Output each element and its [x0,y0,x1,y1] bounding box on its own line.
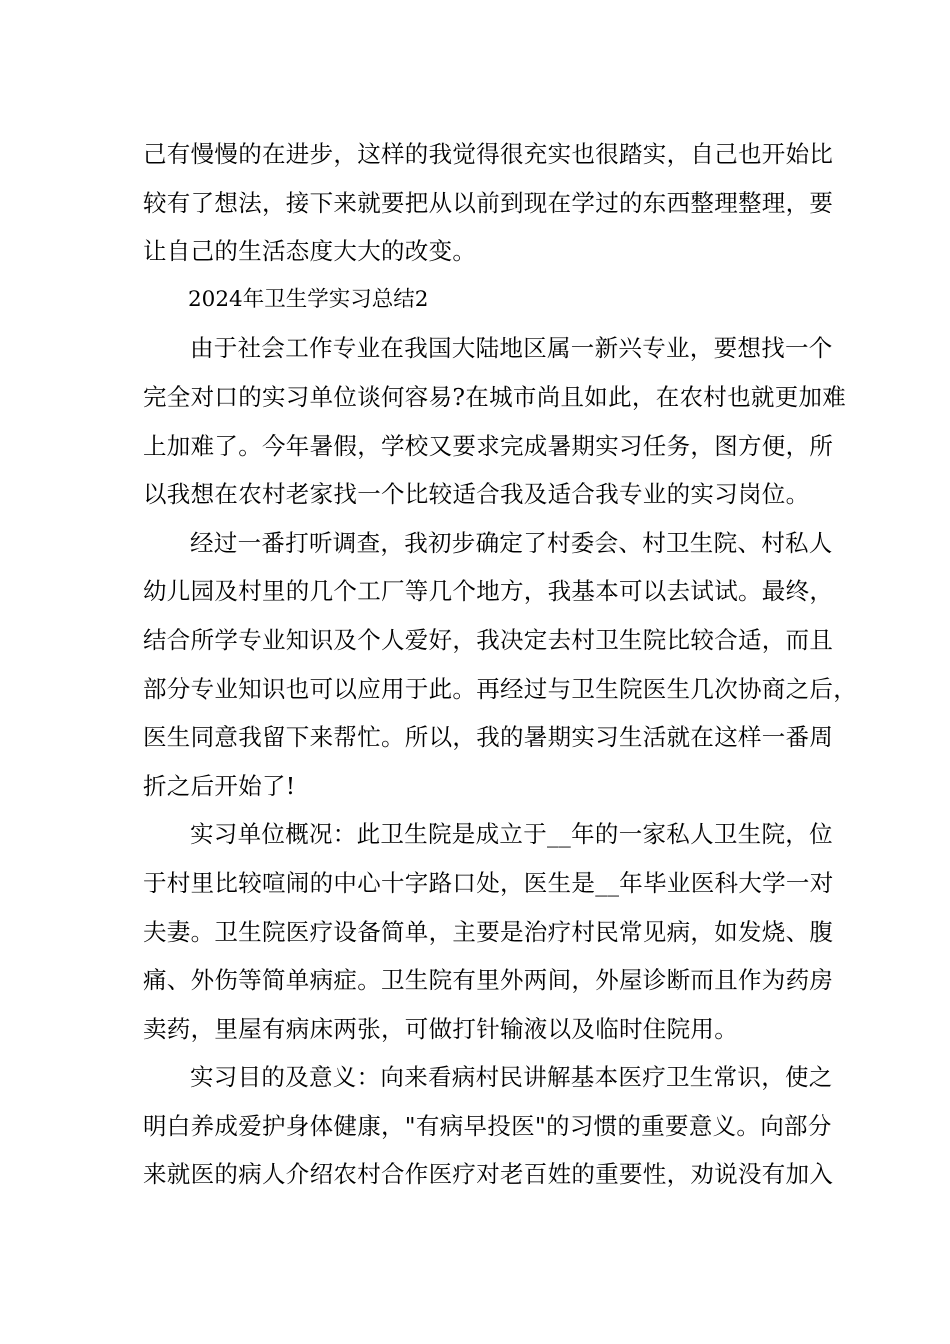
text-line: 痛、外伤等简单病症。卫生院有里外两间，外屋诊断而且作为药房 [143,966,834,995]
paragraph-first-line: 由于社会工作专业在我国大陆地区属一新兴专业，要想找一个 [190,334,833,363]
text-line: 幼儿园及村里的几个工厂等几个地方，我基本可以去试试。最终， [143,577,834,606]
text-line: 完全对口的实习单位谈何容易?在城市尚且如此，在农村也就更加难 [143,382,847,411]
paragraph-first-line: 实习单位概况：此卫生院是成立于__年的一家私人卫生院，位 [190,820,833,849]
text-line: 较有了想法，接下来就要把从以前到现在学过的东西整理整理，要 [143,188,834,217]
document-body [143,130,857,1199]
text-line: 夫妻。卫生院医疗设备简单，主要是治疗村民常见病，如发烧、腹 [143,917,834,946]
text-line: 医生同意我留下来帮忙。所以，我的暑期实习生活就在这样一番周 [143,723,834,752]
text-line: 来就医的病人介绍农村合作医疗对老百姓的重要性，劝说没有加入 [143,1160,834,1189]
text-line: 于村里比较喧闹的中心十字路口处，医生是__年毕业医科大学一对 [143,868,834,897]
text-line: 明白养成爱护身体健康，"有病早投医"的习惯的重要意义。向部分 [143,1111,832,1140]
text-line: 部分专业知识也可以应用于此。再经过与卫生院医生几次协商之后， [143,674,857,703]
paragraph-first-line: 经过一番打听调查，我初步确定了村委会、村卫生院、村私人 [190,528,833,557]
text-line: 己有慢慢的在进步，这样的我觉得很充实也很踏实，自己也开始比 [143,140,834,168]
paragraph-first-line: 实习目的及意义：向来看病村民讲解基本医疗卫生常识，使之 [190,1063,833,1092]
text-line: 结合所学专业知识及个人爱好，我决定去村卫生院比较合适，而且 [143,625,834,654]
section-heading: 2024年卫生学实习总结2 [188,286,429,312]
text-line: 以我想在农村老家找一个比较适合我及适合我专业的实习岗位。 [143,480,810,509]
text-line: 卖药，里屋有病床两张，可做打针输液以及临时住院用。 [143,1014,738,1043]
text-line: 让自己的生活态度大大的改变。 [143,237,477,266]
text-line: 上加难了。今年暑假，学校又要求完成暑期实习任务，图方便，所 [143,431,834,460]
text-line: 折之后开始了! [143,771,296,800]
